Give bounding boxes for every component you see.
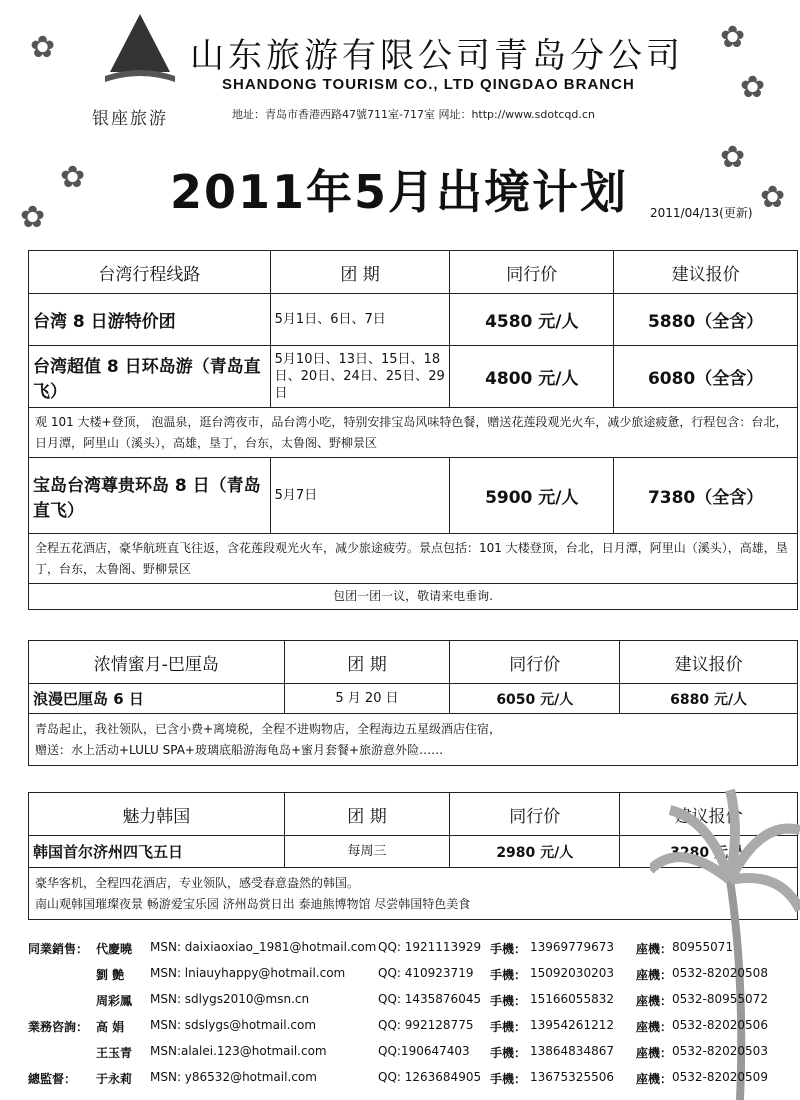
- description-line: 青岛起止，我社领队，已含小费+离境税，全程不进购物店，全程海边五星级酒店住宿，: [35, 721, 502, 736]
- mobile-label: 手機：: [490, 968, 527, 982]
- phone-label: 座機：: [636, 968, 673, 982]
- table-row: [29, 534, 798, 584]
- contact-msn: MSN:alalei.123@hotmail.com: [150, 1044, 327, 1058]
- phone-label: 座機：: [636, 1072, 673, 1086]
- brand-name: 银座旅游: [92, 109, 168, 129]
- tour-dates: 5月7日: [270, 458, 450, 534]
- contact-name: 于永莉: [96, 1072, 133, 1086]
- company-name-cn: 山东旅游有限公司青岛分公司: [190, 36, 684, 76]
- flower-decoration: ✿: [740, 70, 766, 105]
- contact-qq: QQ: 1921113929: [378, 940, 482, 954]
- contact-name: 周彩鳳: [96, 994, 133, 1008]
- contact-phone: 80955071: [672, 940, 734, 954]
- suggested-price: 7380（全含）: [614, 458, 798, 534]
- description-line: 南山观韩国璀璨夜景 畅游爱宝乐园 济州岛赏日出 泰迪熊博物馆 尽尝韩国特色美食: [35, 896, 471, 911]
- contact-mobile: 13675325506: [530, 1070, 614, 1084]
- peer-price: 4800 元/人: [450, 346, 614, 408]
- route-name: 韩国首尔济州四飞五日: [29, 836, 285, 868]
- column-header: 浓情蜜月-巴厘岛: [29, 641, 285, 684]
- mobile-label: 手機：: [490, 1046, 527, 1060]
- mobile-label: 手機：: [490, 1072, 527, 1086]
- contact-qq: QQ: 1435876045: [378, 992, 482, 1006]
- update-date: 2011/04/13(更新): [650, 206, 753, 220]
- route-description: 观 101 大楼+登顶， 泡温泉，逛台湾夜市，品台湾小吃，特别安排宝岛风味特色餐，赠送花莲段观光火车，减少旅途疲惫，行程包含：台北，日月潭，阿里山（溪头），高雄，垦丁，台东，太鲁阁、野柳景区: [29, 408, 798, 458]
- bali-table: [28, 640, 798, 766]
- company-name-en: SHANDONG TOURISM CO., LTD QINGDAO BRANCH: [222, 76, 635, 93]
- column-header: 团 期: [284, 641, 450, 684]
- phone-label: 座機：: [636, 942, 673, 956]
- contact-msn: MSN: sdslygs@hotmail.com: [150, 1018, 317, 1032]
- contact-phone: 0532-82020508: [672, 966, 768, 980]
- peer-price: 4580 元/人: [450, 294, 614, 346]
- table-row: [29, 346, 798, 408]
- contact-phone: 0532-82020509: [672, 1070, 768, 1084]
- tour-dates: 5月10日、13日、15日、18日、20日、24日、25日、29日: [270, 346, 450, 408]
- column-header: 建议报价: [620, 793, 798, 836]
- column-header: 团 期: [284, 793, 450, 836]
- contact-phone: 0532-80955072: [672, 992, 768, 1006]
- route-name: 宝岛台湾尊贵环岛 8 日（青岛直飞）: [29, 458, 271, 534]
- page-title: 2011年5月出境计划: [170, 165, 629, 219]
- suggested-price: 6080（全含）: [614, 346, 798, 408]
- table-header-row: [29, 251, 798, 294]
- route-description: 全程五花酒店，豪华航班直飞往返，含花莲段观光火车，减少旅途疲劳。景点包括：101 大楼登顶，台北，日月潭，阿里山（溪头），高雄，垦丁，台东，太鲁阁、野柳景区: [29, 534, 798, 584]
- flower-decoration: ✿: [720, 140, 746, 175]
- contact-mobile: 15092030203: [530, 966, 614, 980]
- contact-row: [28, 940, 788, 964]
- mobile-label: 手機：: [490, 1020, 527, 1034]
- table-header-row: [29, 641, 798, 684]
- contact-mobile: 13864834867: [530, 1044, 614, 1058]
- table-row: [29, 714, 798, 766]
- column-header: 建议报价: [620, 641, 798, 684]
- contact-msn: MSN: lniauyhappy@hotmail.com: [150, 966, 346, 980]
- flower-decoration: ✿: [60, 160, 86, 195]
- column-header: 同行价: [450, 251, 614, 294]
- flower-decoration: ✿: [30, 30, 56, 65]
- contact-name: 劉 艶: [96, 968, 125, 982]
- contact-row: [28, 966, 788, 990]
- contact-msn: MSN: daixiaoxiao_1981@hotmail.com: [150, 940, 377, 954]
- suggested-price: 5880（全含）: [614, 294, 798, 346]
- phone-label: 座機：: [636, 994, 673, 1008]
- suggested-price: 6880 元/人: [620, 684, 798, 714]
- contact-qq: QQ: 410923719: [378, 966, 474, 980]
- phone-label: 座機：: [636, 1046, 673, 1060]
- company-logo: [100, 12, 180, 92]
- route-name: 浪漫巴厘岛 6 日: [29, 684, 285, 714]
- mobile-label: 手機：: [490, 942, 527, 956]
- peer-price: 6050 元/人: [450, 684, 620, 714]
- flower-decoration: ✿: [20, 200, 46, 235]
- mobile-label: 手機：: [490, 994, 527, 1008]
- contact-role: 同業銷售：: [28, 942, 89, 956]
- peer-price: 5900 元/人: [450, 458, 614, 534]
- contact-phone: 0532-82020503: [672, 1044, 768, 1058]
- tour-dates: 每周三: [284, 836, 450, 868]
- phone-label: 座機：: [636, 1020, 673, 1034]
- contact-name: 王玉青: [96, 1046, 133, 1060]
- peer-price: 2980 元/人: [450, 836, 620, 868]
- table-row: [29, 458, 798, 534]
- suggested-price: 3280 元/人: [620, 836, 798, 868]
- contact-row: [28, 1044, 788, 1068]
- group-note: 包团一团一议，敬请来电垂询.: [29, 584, 798, 610]
- contact-row: [28, 1070, 788, 1094]
- contact-mobile: 13969779673: [530, 940, 614, 954]
- description-line: 豪华客机，全程四花酒店，专业领队，感受春意盎然的韩国。: [35, 875, 360, 890]
- table-row: [29, 294, 798, 346]
- column-header: 同行价: [450, 641, 620, 684]
- contact-phone: 0532-82020506: [672, 1018, 768, 1032]
- contact-msn: MSN: sdlygs2010@msn.cn: [150, 992, 310, 1006]
- table-row: [29, 684, 798, 714]
- tour-dates: 5月1日、6日、7日: [270, 294, 450, 346]
- contact-row: [28, 1018, 788, 1042]
- contact-msn: MSN: y86532@hotmail.com: [150, 1070, 317, 1084]
- flower-decoration: ✿: [760, 180, 786, 215]
- contact-role: 總監督：: [28, 1072, 77, 1086]
- contact-name: 高 娟: [96, 1020, 125, 1034]
- flower-decoration: ✿: [720, 20, 746, 55]
- contact-mobile: 15166055832: [530, 992, 614, 1006]
- column-header: 建议报价: [614, 251, 798, 294]
- contact-role: 業務咨詢：: [28, 1020, 89, 1034]
- taiwan-table: [28, 250, 798, 610]
- contact-qq: QQ: 1263684905: [378, 1070, 482, 1084]
- route-description: [29, 714, 798, 766]
- description-line: 赠送：水上活动+LULU SPA+玻璃底船游海龟岛+蜜月套餐+旅游意外险……: [35, 742, 444, 757]
- tour-dates: 5 月 20 日: [284, 684, 450, 714]
- table-row: [29, 408, 798, 458]
- column-header: 同行价: [450, 793, 620, 836]
- column-header: 团 期: [270, 251, 450, 294]
- contact-name: 代慶曉: [96, 942, 133, 956]
- contact-qq: QQ: 992128775: [378, 1018, 474, 1032]
- column-header: 魅力韩国: [29, 793, 285, 836]
- contact-mobile: 13954261212: [530, 1018, 614, 1032]
- table-row: [29, 584, 798, 610]
- route-name: 台湾超值 8 日环岛游（青岛直飞）: [29, 346, 271, 408]
- route-name: 台湾 8 日游特价团: [29, 294, 271, 346]
- contact-qq: QQ:190647403: [378, 1044, 470, 1058]
- contact-row: [28, 992, 788, 1016]
- column-header: 台湾行程线路: [29, 251, 271, 294]
- company-address: 地址：青岛市香港西路47號711室-717室 网址：http://www.sdotcqd.cn: [232, 108, 595, 121]
